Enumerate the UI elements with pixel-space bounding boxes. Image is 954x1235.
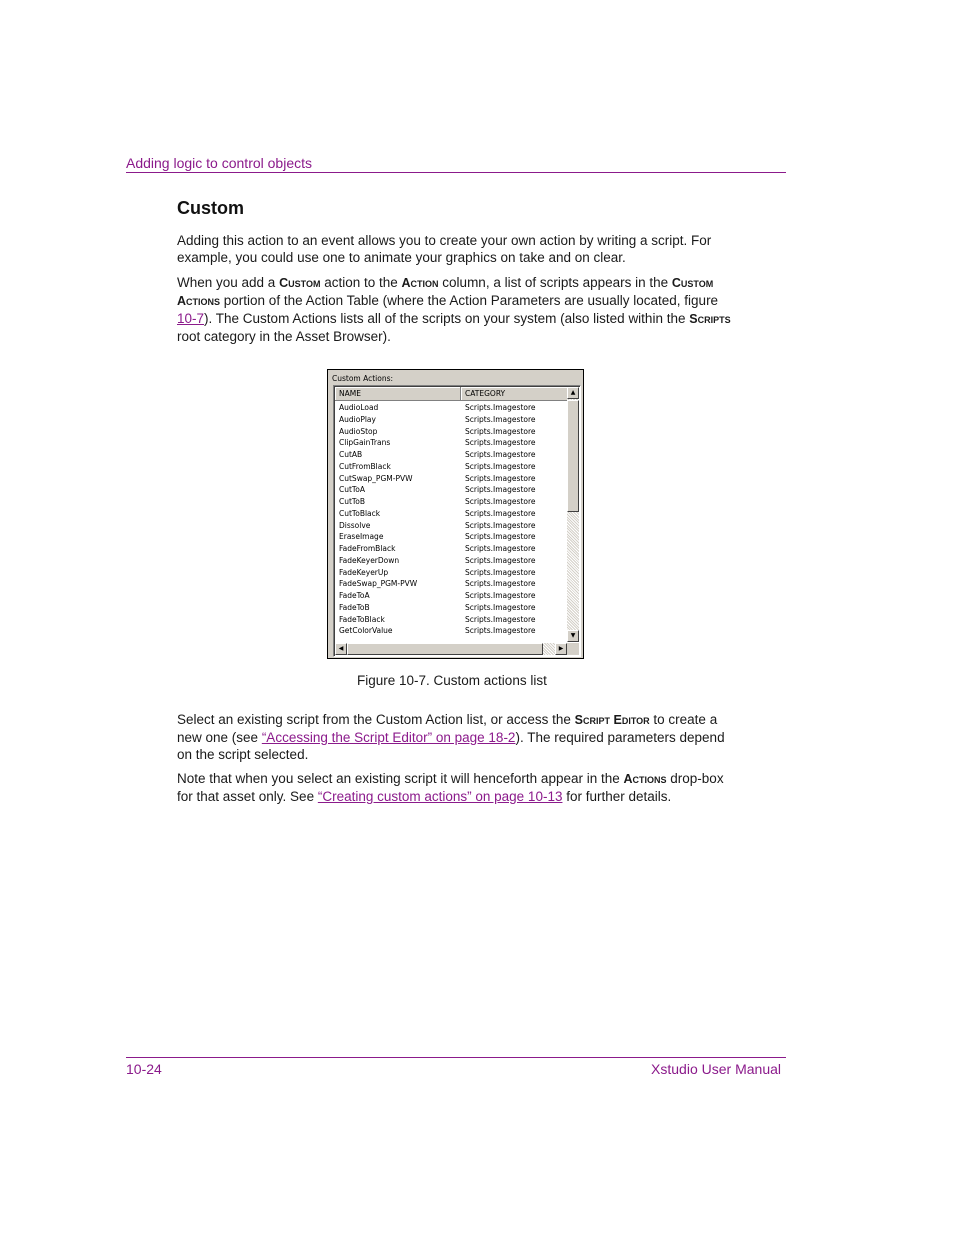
list-item[interactable] bbox=[335, 426, 567, 438]
script-name: FadeToB bbox=[339, 602, 370, 612]
script-name: ClipGainTrans bbox=[339, 438, 391, 448]
figure-link[interactable]: 10-7 bbox=[177, 311, 205, 326]
script-category: Scripts.Imagestore bbox=[465, 508, 536, 518]
page-number: 10-24 bbox=[126, 1061, 162, 1077]
list-item[interactable] bbox=[335, 578, 567, 590]
script-name: EraseImage bbox=[339, 532, 384, 542]
script-category: Scripts.Imagestore bbox=[465, 520, 536, 530]
custom-actions-figure bbox=[327, 369, 584, 659]
list-item[interactable] bbox=[335, 473, 567, 485]
list-item[interactable] bbox=[335, 590, 567, 602]
column-header-name[interactable]: NAME bbox=[335, 387, 461, 401]
list-item[interactable] bbox=[335, 543, 567, 555]
script-category: Scripts.Imagestore bbox=[465, 426, 536, 436]
scroll-down-icon[interactable]: ▼ bbox=[567, 630, 579, 642]
script-name: AudioStop bbox=[339, 426, 378, 436]
list-item[interactable] bbox=[335, 437, 567, 449]
custom-actions-link[interactable]: “Creating custom actions” on page 10-13 bbox=[317, 789, 563, 804]
script-name: FadeToA bbox=[339, 591, 370, 600]
paragraph-custom-action: When you add a Custom action to the Action column, a list of scripts appears in the Custom Actions portion of the Action Table (where the Action Parameters are usually located, figure 10-7). The Custom Actions lists all of the scripts on your system (also listed within the Scripts root category in the Asset Browser). bbox=[177, 275, 731, 344]
script-category: Scripts.Imagestore bbox=[465, 473, 536, 483]
list-item[interactable] bbox=[335, 602, 567, 614]
list-item[interactable] bbox=[335, 614, 567, 626]
script-name: AudioLoad bbox=[339, 403, 379, 412]
script-name: FadeKeyerDown bbox=[339, 555, 400, 565]
manual-title: Xstudio User Manual bbox=[651, 1061, 781, 1077]
script-name: CutAB bbox=[339, 450, 363, 459]
script-name: FadeKeyerUp bbox=[339, 567, 389, 577]
vertical-scroll-thumb[interactable] bbox=[567, 400, 579, 512]
paragraph-select-script: Select an existing script from the Custom Action list, or access the Script Editor to create a new one (see “Accessing the Script Editor” on page 18-2). The required parameters depend on the script selected. bbox=[177, 712, 725, 762]
list-item[interactable] bbox=[335, 496, 567, 508]
script-name: FadeToBlack bbox=[339, 614, 385, 624]
paragraph-note: Note that when you select an existing script it will henceforth appear in the Actions drop-box for that asset only. See “Creating custom actions” on page 10-13 for further details. bbox=[177, 771, 724, 804]
scroll-left-icon[interactable]: ◀ bbox=[335, 643, 347, 655]
script-category: Scripts.Imagestore bbox=[465, 532, 536, 542]
script-category: Scripts.Imagestore bbox=[465, 450, 536, 459]
script-name: FadeFromBlack bbox=[339, 544, 396, 553]
list-item[interactable] bbox=[335, 449, 567, 461]
footer-rule bbox=[126, 1057, 786, 1058]
script-name: AudioPlay bbox=[339, 414, 376, 424]
script-category: Scripts.Imagestore bbox=[465, 567, 536, 577]
list-item[interactable] bbox=[335, 508, 567, 520]
script-category: Scripts.Imagestore bbox=[465, 555, 536, 565]
script-category: Scripts.Imagestore bbox=[465, 403, 536, 412]
list-item[interactable] bbox=[335, 402, 567, 414]
list-item[interactable] bbox=[335, 520, 567, 532]
figure-caption: Figure 10-7. Custom actions list bbox=[357, 673, 547, 688]
script-category: Scripts.Imagestore bbox=[465, 591, 536, 600]
list-item[interactable] bbox=[335, 414, 567, 426]
script-name: CutFromBlack bbox=[339, 461, 391, 471]
horizontal-scroll-thumb[interactable] bbox=[347, 643, 543, 655]
script-category: Scripts.Imagestore bbox=[465, 497, 536, 506]
script-name: CutToA bbox=[339, 485, 365, 495]
list-item[interactable] bbox=[335, 555, 567, 567]
running-header: Adding logic to control objects bbox=[126, 155, 312, 171]
script-category: Scripts.Imagestore bbox=[465, 438, 536, 448]
script-category: Scripts.Imagestore bbox=[465, 414, 536, 424]
horizontal-scrollbar[interactable] bbox=[335, 643, 567, 655]
custom-actions-listview[interactable] bbox=[333, 385, 581, 657]
script-category: Scripts.Imagestore bbox=[465, 485, 536, 495]
script-rows bbox=[335, 402, 567, 637]
paragraph-intro: Adding this action to an event allows you to create your own action by writing a script. For example, you could use one to animate your graphics on take and on clear. bbox=[177, 233, 712, 265]
script-category: Scripts.Imagestore bbox=[465, 626, 536, 636]
list-item[interactable] bbox=[335, 567, 567, 579]
list-item[interactable] bbox=[335, 461, 567, 473]
script-name: GetColorValue bbox=[339, 626, 393, 636]
vertical-scrollbar[interactable] bbox=[567, 387, 579, 642]
list-item[interactable] bbox=[335, 484, 567, 496]
section-heading: Custom bbox=[177, 198, 244, 218]
custom-actions-title: Custom Actions: bbox=[332, 374, 394, 383]
script-category: Scripts.Imagestore bbox=[465, 461, 536, 471]
script-editor-link[interactable]: “Accessing the Script Editor” on page 18-2 bbox=[261, 730, 516, 745]
script-name: CutSwap_PGM-PVW bbox=[339, 473, 413, 483]
script-category: Scripts.Imagestore bbox=[465, 614, 536, 624]
script-category: Scripts.Imagestore bbox=[465, 602, 536, 612]
script-name: FadeSwap_PGM-PVW bbox=[339, 579, 418, 589]
list-item[interactable] bbox=[335, 531, 567, 543]
script-name: Dissolve bbox=[339, 520, 371, 530]
script-category: Scripts.Imagestore bbox=[465, 544, 536, 553]
column-header-category[interactable]: CATEGORY bbox=[461, 387, 569, 401]
scroll-right-icon[interactable]: ▶ bbox=[555, 643, 567, 655]
scroll-corner bbox=[567, 643, 579, 655]
list-item[interactable] bbox=[335, 625, 567, 637]
scroll-up-icon[interactable]: ▲ bbox=[567, 387, 579, 399]
script-category: Scripts.Imagestore bbox=[465, 579, 536, 589]
header-rule bbox=[126, 172, 786, 173]
script-name: CutToBlack bbox=[339, 508, 381, 518]
script-name: CutToB bbox=[339, 497, 365, 506]
